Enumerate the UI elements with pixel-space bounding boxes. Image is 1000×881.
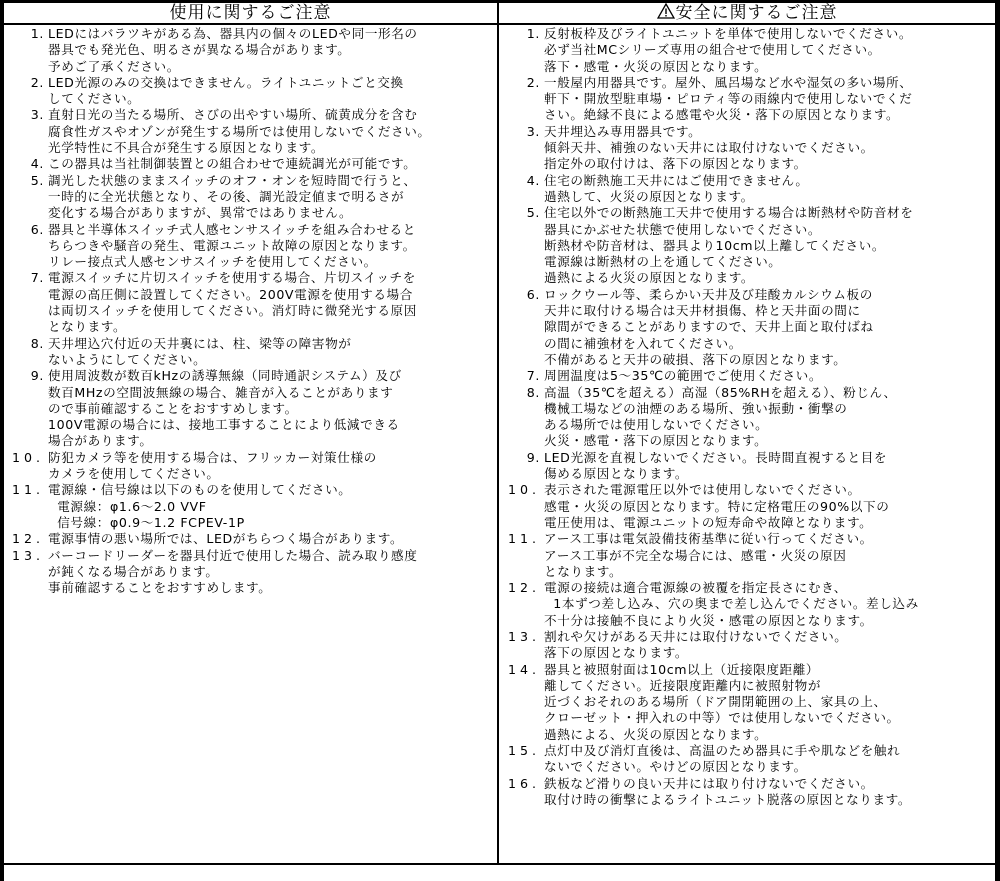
item-line: 鉄板など滑りの良い天井には取り付けないでください。 [544,775,874,791]
safety-caution-title: 安全に関するご注意 [675,3,838,23]
item-number: 6. [526,286,540,302]
item-number: 7. [30,270,44,286]
item-line: LED光源を直視しないでください。長時間直視すると目を [544,449,888,465]
item-line: 火災・感電・落下の原因となります。 [544,433,768,449]
item-text [544,124,995,173]
caution-item [499,662,995,743]
item-line: 予めご了承ください。 [48,58,180,74]
item-line: 電源線：φ1.6～2.0 VVF [48,498,207,514]
caution-item [4,107,497,156]
item-number: 8. [30,335,44,351]
item-line: 変化する場合がありますが、異常ではありません。 [48,205,353,221]
caution-item [4,26,497,75]
item-line: 住宅の断熱施工天井にはご使用できません。 [544,172,809,188]
item-line: 調光した状態のままスイッチのオフ・オンを短時間で行うと、 [48,172,417,188]
item-line: 指定外の取付けは、落下の原因となります。 [544,156,807,172]
item-text [544,580,995,629]
item-line: ないようにしてください。 [48,351,207,367]
item-text [48,173,497,222]
item-text [544,26,995,75]
item-number: 12. [11,531,44,547]
item-text [48,531,497,547]
item-line: 表示された電源電圧以外では使用しないでください。 [544,482,861,498]
item-text [544,743,995,776]
item-line: 不十分は接触不良により火災・感電の原因となります。 [544,612,873,628]
item-number: 11. [11,482,44,498]
item-line: 天井埋込み専用器具です。 [544,123,702,139]
item-number: 1. [30,26,44,41]
item-line: 過熱による火災の原因となります。 [544,270,755,286]
item-number: 2. [30,74,44,90]
item-line: 電源の接続は適合電源線の被覆を指定長さにむき、 [544,580,847,596]
item-text [48,336,497,369]
item-line: 感電・火災の原因となります。特に定格電圧の90%以下の [544,498,890,514]
item-number: 7. [526,368,540,384]
item-text [544,75,995,124]
item-text [544,287,995,368]
item-line: 電源の高圧側に設置してください。200V電源を使用する場合 [48,286,413,302]
caution-item [4,368,497,449]
item-line: の間に補強材を入れてください。 [544,335,742,351]
item-text [48,75,497,108]
item-line: 場合があります。 [48,433,153,449]
item-line: 事前確認することをおすすめします。 [48,580,272,596]
item-number: 8. [526,384,540,400]
item-line: 器具でも発光色、明るさが異なる場合があります。 [48,42,351,58]
item-line: 電源線・信号線は以下のものを使用してください。 [48,482,352,498]
item-text [544,776,995,809]
item-text [544,368,995,384]
caution-item [4,482,497,531]
caution-item [4,531,497,547]
item-line: 防犯カメラ等を使用する場合は、フリッカー対策仕様の [48,449,377,465]
item-number: 10. [11,449,44,465]
item-line: 周囲温度は5～35℃の範囲でご使用ください。 [544,368,823,384]
item-line: 一時的に全光状態となり、その後、調光設定値まで明るさが [48,188,405,204]
item-text [48,107,497,156]
caution-item [499,124,995,173]
item-line: さい。絶縁不良による感電や火災・落下の原因となります。 [544,107,900,123]
item-text [544,662,995,743]
item-number: 4. [30,156,44,172]
caution-item [4,222,497,271]
table-border-bottom [0,863,1000,865]
header-divider [0,23,1000,25]
item-number: 13. [507,628,540,644]
warning-triangle-icon [657,3,675,19]
usage-caution-title: 使用に関するご注意 [169,3,332,23]
item-text [48,548,497,597]
item-line: 離してください。近接限度距離内に被照射物が [544,677,822,693]
caution-item [4,156,497,172]
item-line: 必ず当社MCシリーズ専用の組合せで使用してください。 [544,42,881,58]
item-line: 不備があると天井の破損、落下の原因となります。 [544,351,847,367]
caution-item [4,336,497,369]
item-number: 4. [526,172,540,188]
item-line: ある場所では使用しないでください。 [544,417,769,433]
item-text [544,531,995,580]
item-line: が鈍くなる場合があります。 [48,563,219,579]
usage-caution-list [4,26,497,596]
caution-item [499,205,995,286]
caution-item [499,450,995,483]
item-line: となります。 [544,563,623,579]
caution-item [499,531,995,580]
item-number: 14. [507,661,540,677]
item-number: 5. [526,205,540,221]
item-number: 2. [526,74,540,90]
item-number: 5. [30,172,44,188]
safety-caution-header [499,3,995,23]
item-line: 1本ずつ差し込み、穴の奥まで差し込んでください。差し込み [544,596,919,612]
item-line: 光学特性に不具合が発生する原因となります。 [48,140,325,156]
item-line: リレー接点式人感センサスイッチを使用してください。 [48,254,377,270]
item-number: 6. [30,221,44,237]
item-line: 天井に取付ける場合は天井材損傷、枠と天井面の間に [544,303,861,319]
caution-item [499,580,995,629]
item-line: となります。 [48,319,127,335]
caution-item [499,75,995,124]
item-line: 落下の原因となります。 [544,645,689,661]
caution-item [499,173,995,206]
item-line: バーコードリーダーを器具付近で使用した場合、読み取り感度 [48,547,418,563]
caution-item [499,368,995,384]
item-number: 9. [526,449,540,465]
item-number: 15. [507,743,540,759]
item-line: 電源スイッチに片切スイッチを使用する場合、片切スイッチを [48,270,416,286]
item-line: 軒下・開放型駐車場・ピロティ等の雨線内で使用しないでくだ [544,91,913,107]
item-line: 使用周波数が数百kHzの誘導無線（同時通訳システム）及び [48,368,402,384]
item-number: 10. [507,482,540,498]
item-line: 腐食性ガスやオゾンが発生する場所では使用しないでください。 [48,123,431,139]
caution-item [4,75,497,108]
item-line: ので事前確認することをおすすめします。 [48,400,298,416]
caution-item [4,548,497,597]
caution-item [4,450,497,483]
safety-caution-list [499,26,995,808]
item-number: 11. [507,531,540,547]
item-line: カメラを使用してください。 [48,466,220,482]
item-number: 3. [526,123,540,139]
item-line: 数百MHzの空間波無線の場合、雑音が入ることがあります [48,384,394,400]
caution-item [499,385,995,450]
item-line: 直射日光の当たる場所、さびの出やすい場所、硫黄成分を含む [48,107,418,123]
item-line: 天井埋込穴付近の天井裏には、柱、梁等の障害物が [48,335,352,351]
item-line: クローゼット・押入れの中等）では使用しないでください。 [544,710,900,726]
item-line: 機械工場などの油煙のある場所、強い振動・衝撃の [544,400,848,416]
item-text [544,205,995,286]
item-line: 傷める原因となります。 [544,466,689,482]
caution-item [499,26,995,75]
item-line: 高温（35℃を超える）高湿（85%RHを超える）、粉じん、 [544,384,897,400]
item-number: 16. [507,775,540,791]
item-line: 器具と被照射面は10cm以上（近接限度距離） [544,661,820,677]
item-number: 13. [11,547,44,563]
item-line: 電源線は断熱材の上を通してください。 [544,254,782,270]
item-line: ロックウール等、柔らかい天井及び珪酸カルシウム板の [544,286,873,302]
caution-item [499,629,995,662]
item-text [544,629,995,662]
usage-caution-header [4,3,497,23]
item-text [48,368,497,449]
item-line: 取付け時の衝撃によるライトユニット脱落の原因となります。 [544,791,912,807]
item-line: 断熱材や防音材は、器具より10cm以上離してください。 [544,237,886,253]
item-text [48,450,497,483]
item-line: アース工事が不完全な場合には、感電・火災の原因 [544,547,847,563]
caution-item [499,287,995,368]
item-line: LEDにはバラツキがある為、器具内の個々のLEDや同一形名の [48,26,418,41]
item-line: 過熱による、火災の原因となります。 [544,726,768,742]
item-text [544,482,995,531]
item-line: 信号線：φ0.9～1.2 FCPEV-1P [48,514,245,530]
table-border-right [995,0,1000,881]
item-line: ちらつきや騒音の発生、電源ユニット故障の原因となります。 [48,237,416,253]
item-line: 一般屋内用器具です。屋外、風呂場など水や湿気の多い場所、 [544,74,913,90]
item-line: 割れや欠けがある天井には取付けないでください。 [544,628,848,644]
item-line: 傾斜天井、補強のない天井には取付けないでください。 [544,140,874,156]
item-line: 過熱して、火災の原因となります。 [544,188,754,204]
item-line: 電圧使用は、電源ユニットの短寿命や故障となります。 [544,514,873,530]
item-text [48,270,497,335]
caution-item [499,482,995,531]
item-line: 器具にかぶせた状態で使用しないでください。 [544,221,822,237]
item-line: アース工事は電気設備技術基準に従い行ってください。 [544,531,873,547]
item-line: 落下・感電・火災の原因となります。 [544,58,768,74]
item-line: 反射板枠及びライトユニットを単体で使用しないでください。 [544,26,913,41]
item-number: 9. [30,368,44,384]
caution-item [499,743,995,776]
caution-item [4,173,497,222]
item-text [48,222,497,271]
item-line: 電源事情の悪い場所では、LEDがちらつく場合があります。 [48,531,404,547]
item-line: 点灯中及び消灯直後は、高温のため器具に手や肌などを触れ [544,743,901,759]
item-text [544,173,995,206]
item-line: LED光源のみの交換はできません。ライトユニットごと交換 [48,74,404,90]
item-line: は両切スイッチを使用してください。消灯時に微発光する原因 [48,303,417,319]
caution-item [499,776,995,809]
item-text [48,26,497,75]
item-text [48,156,497,172]
item-number: 3. [30,107,44,123]
item-line: ないでください。やけどの原因となります。 [544,759,807,775]
item-line: 100V電源の場合には、接地工事することにより低減できる [48,417,400,433]
item-text [544,385,995,450]
item-line: 隙間ができることがありますので、天井上面と取付ばね [544,319,874,335]
item-line: してください。 [48,91,141,107]
caution-item [4,270,497,335]
item-line: 器具と半導体スイッチ式人感センサスイッチを組み合わせると [48,221,416,237]
item-number: 12. [507,580,540,596]
item-text [48,482,497,531]
item-line: 近づくおそれのある場所（ドア開閉範囲の上、家具の上、 [544,694,887,710]
item-line: 住宅以外での断熱施工天井で使用する場合は断熱材や防音材を [544,205,914,221]
item-text [544,450,995,483]
item-line: この器具は当社制御装置との組合わせで連続調光が可能です。 [48,156,417,172]
item-number: 1. [526,26,540,41]
